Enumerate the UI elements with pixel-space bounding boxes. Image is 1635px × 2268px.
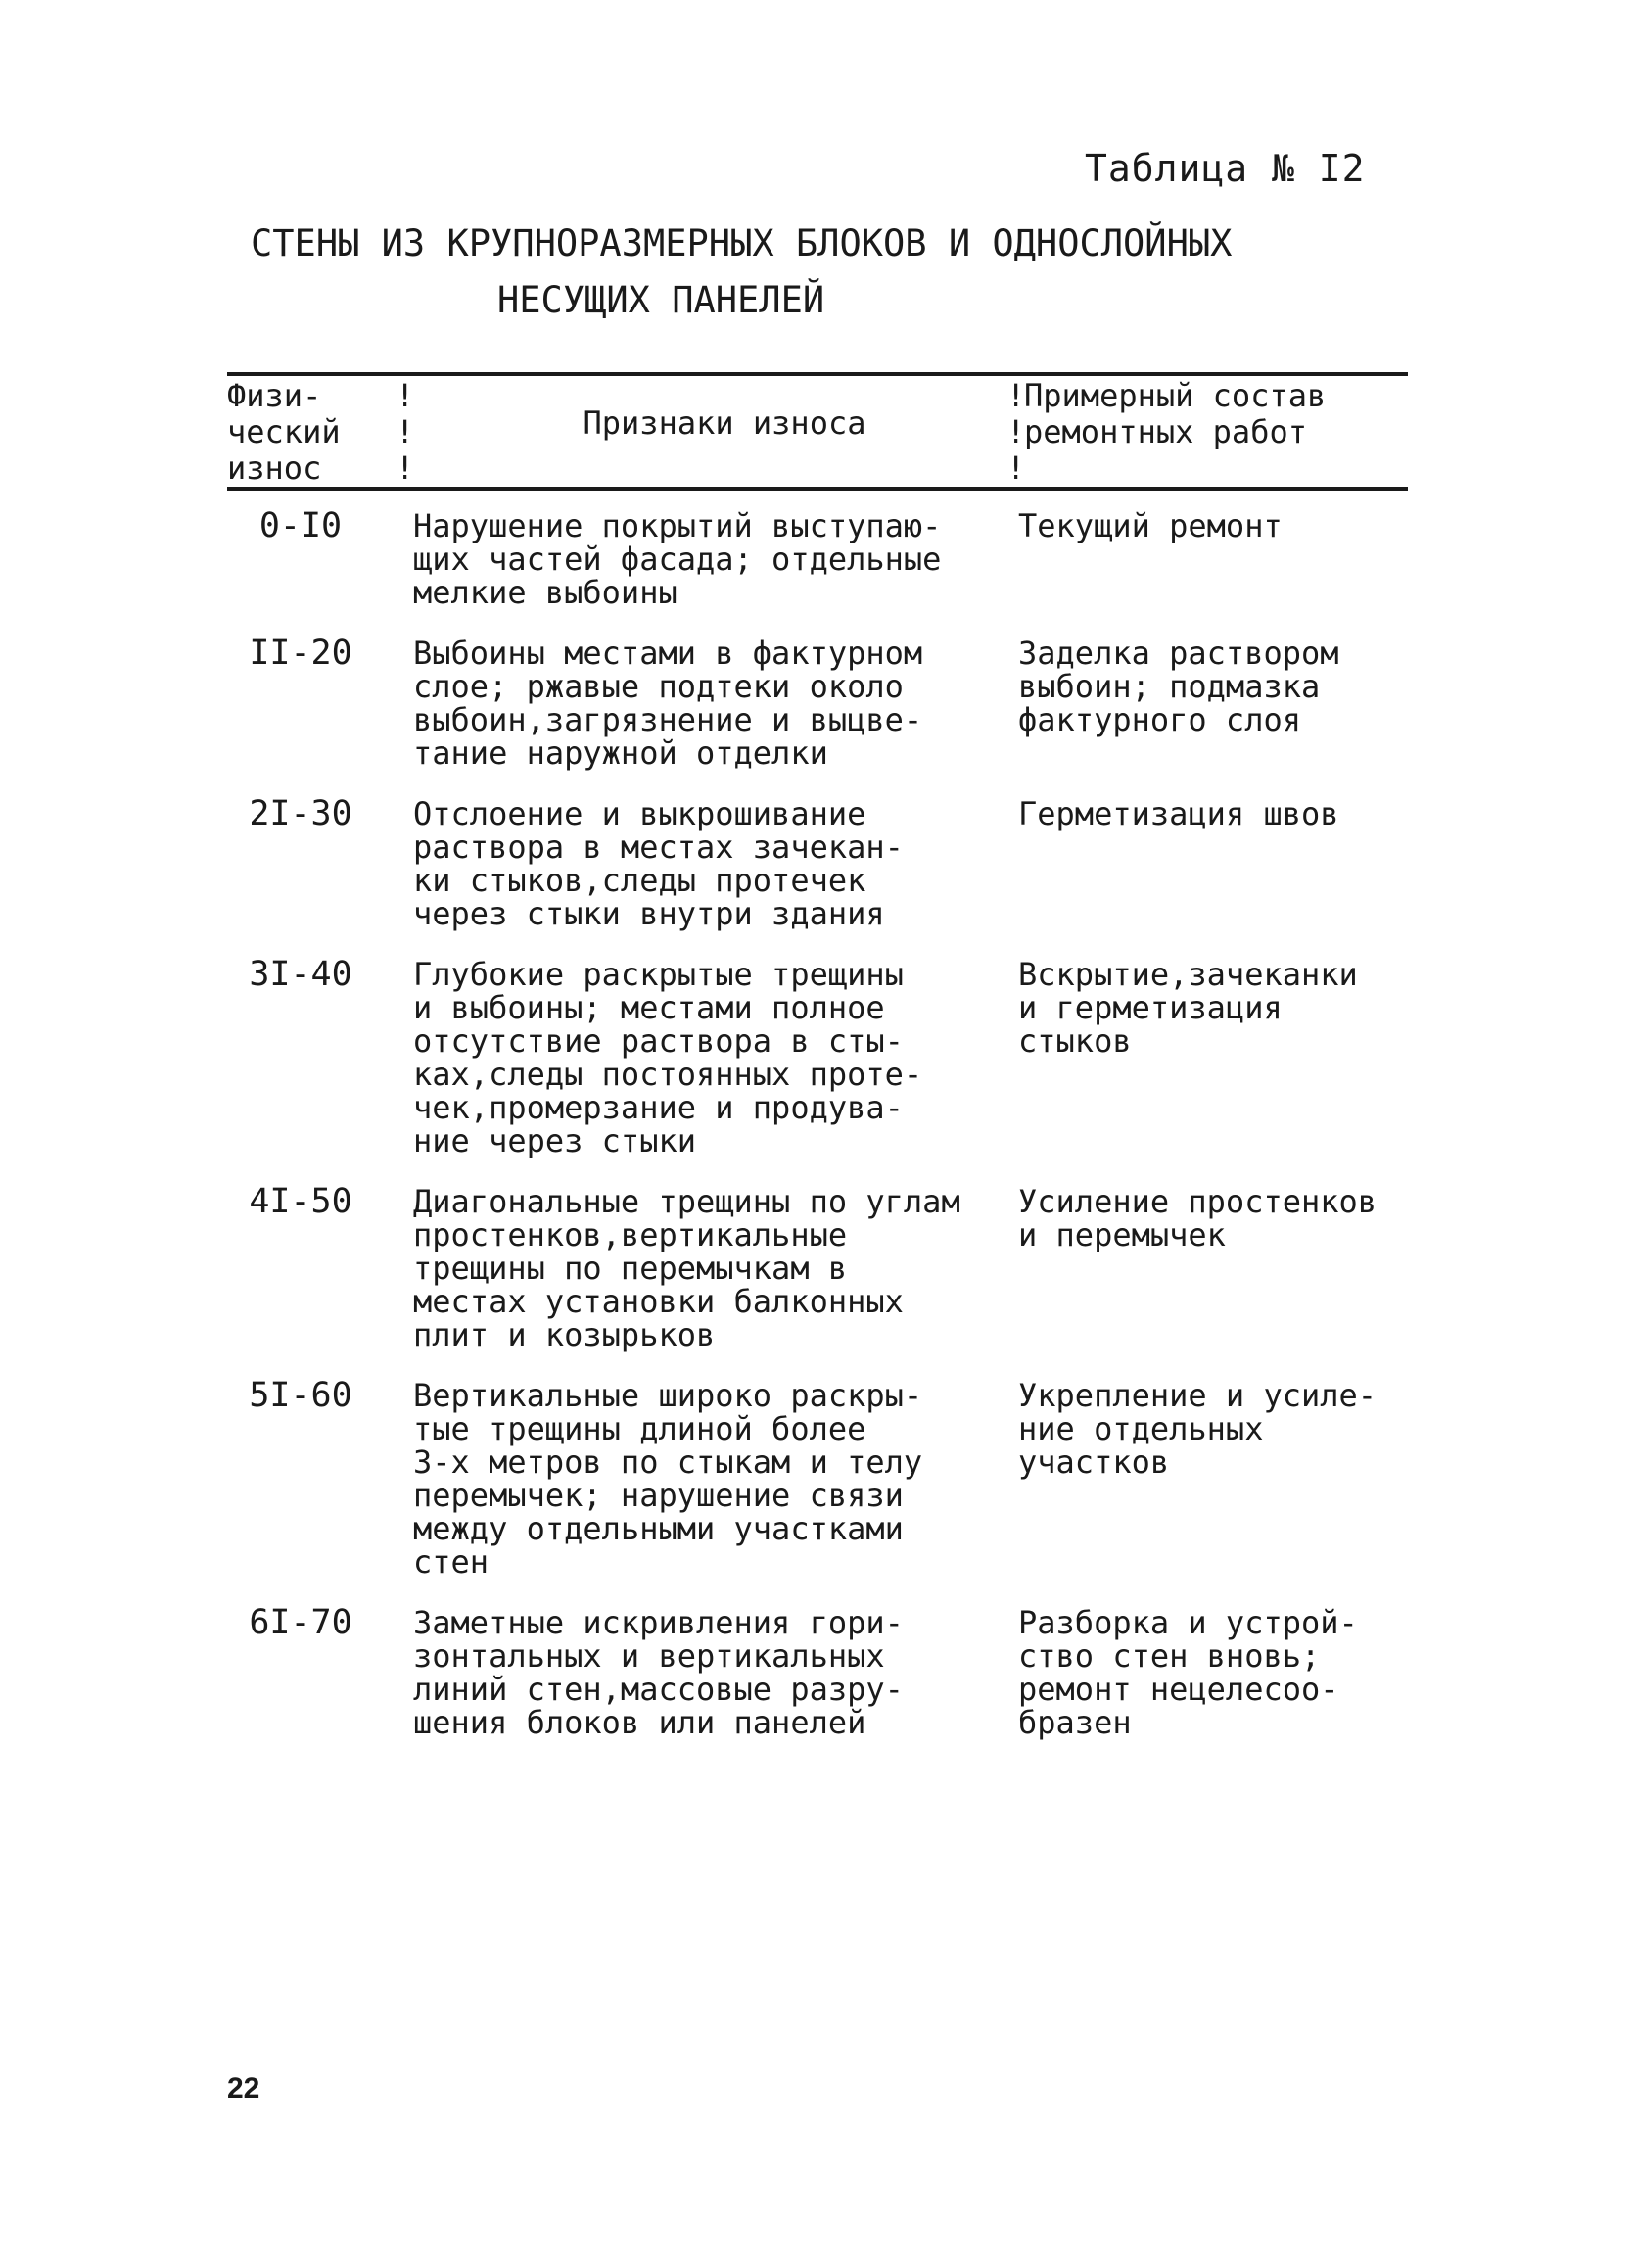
table-number-label: Таблица № I2: [1085, 147, 1366, 190]
table-row: [227, 1182, 1408, 1353]
table-top-rule: [227, 372, 1408, 376]
document-title: [251, 215, 1232, 329]
repair-works-cell: Текущий ремонт: [1018, 507, 1283, 544]
header-wear-signs: Признаки износа: [583, 404, 866, 442]
wear-signs-cell: Вертикальные широко раскры- тые трещины длиной более 3-х метров по стыкам и телу перемычек; нарушение связи между отдельными участками стен: [413, 1377, 923, 1581]
table-row: [227, 794, 1408, 932]
physical-wear-cell: 5I-60: [249, 1376, 352, 1415]
repair-works-cell: Укрепление и усиле- ние отдельных участков: [1018, 1377, 1378, 1481]
page-number: 22: [227, 2072, 260, 2104]
table-header: [227, 378, 1408, 486]
table-row: [227, 1603, 1408, 1741]
table-body: [227, 506, 1408, 1767]
header-physical-wear: Физи- ческий износ: [227, 377, 341, 487]
title-line-2: НЕСУЩИХ ПАНЕЛЕЙ: [497, 279, 825, 321]
physical-wear-cell: II-20: [249, 634, 352, 673]
table-row: [227, 955, 1408, 1159]
header-separator-1: ! ! !: [396, 377, 415, 487]
table-header-bottom-rule: [227, 487, 1408, 491]
header-separator-2: ! ! !: [1006, 377, 1026, 487]
physical-wear-cell: 2I-30: [249, 794, 352, 833]
table-row: [227, 506, 1408, 611]
wear-signs-cell: Выбоины местами в фактурном слое; ржавые подтеки около выбоин,загрязнение и выцве- тание наружной отделки: [413, 635, 923, 772]
repair-works-cell: Заделка раствором выбоин; подмазка фактурного слоя: [1018, 635, 1339, 738]
repair-works-cell: Вскрытие,зачеканки и герметизация стыков: [1018, 956, 1358, 1060]
table-row: [227, 634, 1408, 772]
title-line-1: СТЕНЫ ИЗ КРУПНОРАЗМЕРНЫХ БЛОКОВ И ОДНОСЛОЙНЫХ: [251, 222, 1233, 264]
physical-wear-cell: 0-I0: [258, 506, 343, 545]
physical-wear-cell: 3I-40: [249, 955, 352, 994]
header-repair-works: Примерный состав ремонтных работ: [1024, 377, 1327, 450]
physical-wear-cell: 4I-50: [249, 1182, 352, 1221]
repair-works-cell: Разборка и устрой- ство стен вновь; ремонт нецелесоо- бразен: [1018, 1604, 1358, 1741]
wear-signs-cell: Заметные искривления гори- зонтальных и вертикальных линий стен,массовые разру- шения блоков или панелей: [413, 1604, 904, 1741]
wear-signs-cell: Нарушение покрытий выступаю- щих частей фасада; отдельные мелкие выбоины: [413, 507, 942, 611]
repair-works-cell: Герметизация швов: [1018, 795, 1339, 832]
repair-works-cell: Усиление простенков и перемычек: [1018, 1183, 1378, 1253]
physical-wear-cell: 6I-70: [249, 1603, 352, 1642]
wear-signs-cell: Отслоение и выкрошивание раствора в местах зачекан- ки стыков,следы протечек через стыки внутри здания: [413, 795, 904, 932]
wear-signs-cell: Глубокие раскрытые трещины и выбоины; местами полное отсутствие раствора в сты- ках,следы постоянных проте- чек,промерзание и продува- ние через стыки: [413, 956, 923, 1159]
table-row: [227, 1376, 1408, 1581]
wear-signs-cell: Диагональные трещины по углам простенков,вертикальные трещины по перемычкам в местах установки балконных плит и козырьков: [413, 1183, 960, 1353]
